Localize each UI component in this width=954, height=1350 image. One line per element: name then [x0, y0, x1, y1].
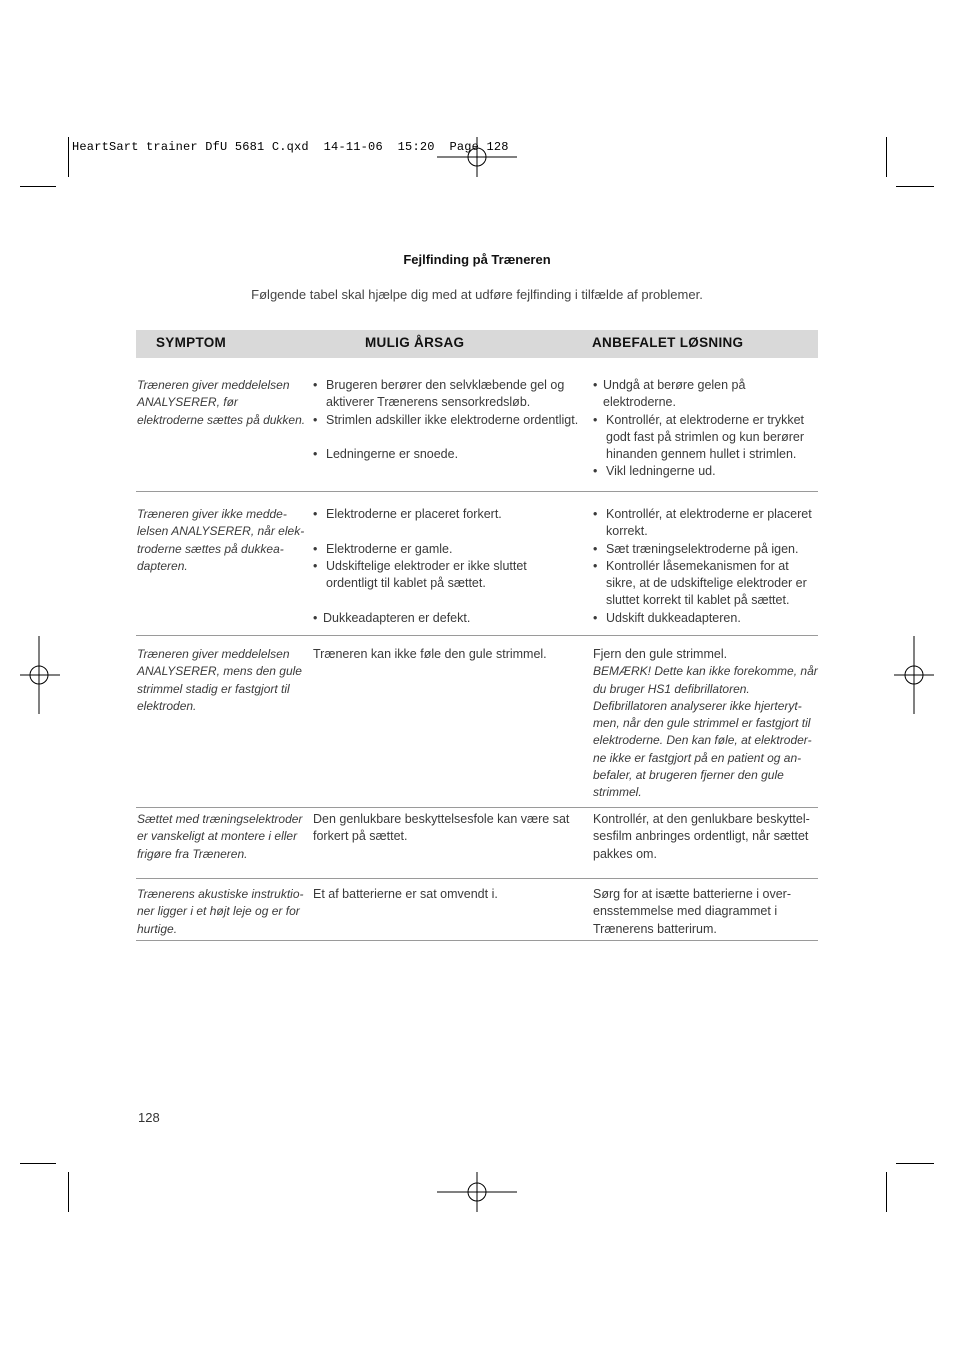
- table-row: [136, 377, 818, 492]
- header-cause: MULIG ÅRSAG: [365, 335, 465, 350]
- cause-cell: Et af batterierne er sat omvendt i.: [313, 887, 498, 901]
- cause-cell: Træneren kan ikke føle den gule strimmel.: [313, 647, 547, 661]
- list-item: • Udskift dukkeadapteren.: [593, 610, 819, 627]
- registration-mark-top: [437, 137, 517, 177]
- header-solution: ANBEFALET LØSNING: [592, 335, 744, 350]
- solution-cell: Sørg for at isætte batterierne i over-ensstemmelse med diagrammet i Trænerens batterirum.: [593, 887, 791, 936]
- crop-mark: [68, 137, 69, 177]
- list-item: • Brugeren berører den selvklæbende gel og aktiverer Trænerens sensorkredsløb.: [313, 377, 581, 412]
- crop-mark: [896, 1163, 934, 1164]
- crop-mark: [886, 1172, 887, 1212]
- cause-cell: [313, 377, 581, 463]
- symptom-cell: Træneren giver meddelelsen ANALYSERER, mens den gule strimmel stadig er fastgjort til elektroden.: [137, 647, 302, 713]
- crop-mark: [886, 137, 887, 177]
- intro-text: Følgende tabel skal hjælpe dig med at udføre fejlfinding i tilfælde af problemer.: [251, 287, 703, 302]
- solution-cell: [593, 377, 819, 481]
- symptom-cell: Træneren giver meddelelsen ANALYSERER, før elektroderne sættes på dukken.: [137, 378, 306, 427]
- list-item: • Undgå at berøre gelen på elektroderne.: [593, 377, 819, 412]
- crop-mark: [20, 1163, 56, 1164]
- list-item: • Sæt træningselektroderne på igen.: [593, 541, 819, 558]
- cause-cell: [313, 506, 581, 627]
- registration-mark-left: [20, 636, 60, 714]
- list-item: • Ledningerne er snoede.: [313, 446, 581, 463]
- crop-mark: [20, 186, 56, 187]
- solution-text: Fjern den gule strimmel.: [593, 647, 728, 661]
- list-item: • Dukkeadapteren er defekt.: [313, 610, 581, 627]
- table-row: [136, 886, 818, 941]
- list-item: • Strimlen adskiller ikke elektroderne ordentligt.: [313, 412, 581, 429]
- page-title: Fejlfinding på Træneren: [403, 252, 551, 267]
- crop-mark: [68, 1172, 69, 1212]
- list-item: • Elektroderne er gamle.: [313, 541, 581, 558]
- header-symptom: SYMPTOM: [156, 335, 227, 350]
- list-item: • Udskiftelige elektroder er ikke sluttet ordentligt til kablet på sættet.: [313, 558, 581, 593]
- list-item: • Elektroderne er placeret forkert.: [313, 506, 581, 523]
- table-row: [136, 506, 818, 636]
- symptom-cell: Sættet med træningselektroder er vanskeligt at montere i eller frigøre fra Træneren.: [137, 812, 303, 861]
- solution-cell: [593, 506, 819, 627]
- list-item: • Vikl ledningerne ud.: [593, 463, 819, 480]
- registration-mark-right: [894, 636, 934, 714]
- symptom-cell: Trænerens akustiske instruktio-ner ligger i et højt leje og er for hurtige.: [137, 887, 304, 936]
- table-header: [136, 330, 818, 358]
- solution-cell: Kontrollér, at den genlukbare beskyttel-sesfilm anbringes ordentligt, når sættet pakkes om.: [593, 812, 810, 861]
- registration-mark-bottom: [437, 1172, 517, 1212]
- list-item: • Kontrollér, at elektroderne er trykket godt fast på strimlen og kun berører hinanden gennem hullet i strimlen.: [593, 412, 819, 464]
- cause-cell: Den genlukbare beskyttelsesfole kan være sat forkert på sættet.: [313, 812, 570, 844]
- table-row: [136, 646, 818, 808]
- page-number: 128: [138, 1110, 160, 1125]
- symptom-cell: Træneren giver ikke medde-lelsen ANALYSERER, når elek-troderne sættes på dukkea-dapteren.: [137, 507, 305, 573]
- solution-cell: [593, 646, 819, 802]
- table-row: [136, 811, 818, 879]
- file-slug: HeartSart trainer DfU 5681 C.qxd 14-11-06 15:20 Page 128: [72, 140, 509, 154]
- list-item: • Kontrollér låsemekanismen for at sikre, at de udskiftelige elektroder er sluttet korrekt til kablet på sættet.: [593, 558, 819, 610]
- list-item: • Kontrollér, at elektroderne er placeret korrekt.: [593, 506, 819, 541]
- crop-mark: [896, 186, 934, 187]
- solution-note: BEMÆRK! Dette kan ikke forekomme, når du bruger HS1 defibrillatoren. Defibrillatoren analyserer ikke hjerteryt-men, når den gule strimmel er fastgjort til elektroderne. Den kan føle, at elektroder-ne ikke er fastgjort på en patient og an-befaler, at brugeren fjerner den gule strimmel.: [593, 664, 818, 800]
